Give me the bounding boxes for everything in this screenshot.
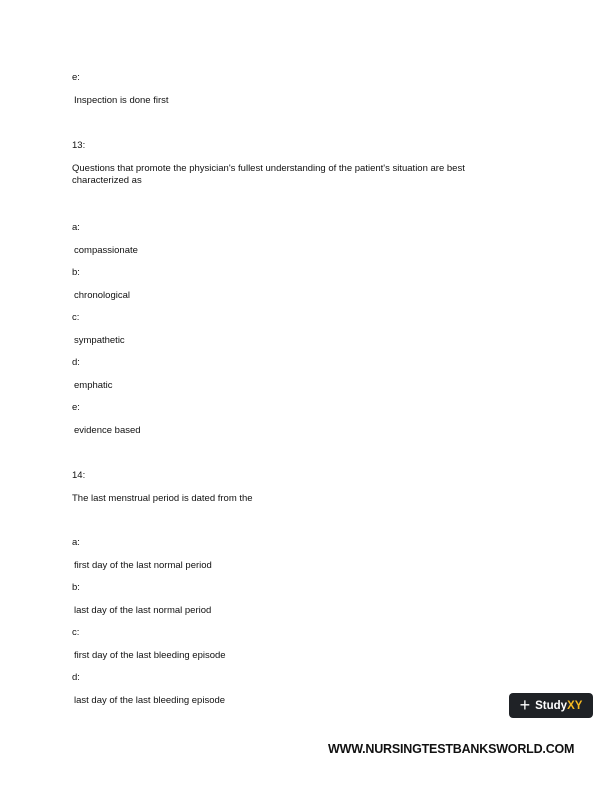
studyxy-badge[interactable] <box>509 693 593 718</box>
option-letter: e: <box>72 72 80 83</box>
option-text: chronological <box>74 290 130 301</box>
option-text: emphatic <box>74 380 113 391</box>
option-text: compassionate <box>74 245 138 256</box>
option-text: Inspection is done first <box>74 95 169 106</box>
option-text: first day of the last bleeding episode <box>74 650 226 661</box>
option-letter: b: <box>72 582 80 593</box>
plus-icon: + <box>519 694 531 715</box>
option-letter: a: <box>72 537 80 548</box>
option-text: last day of the last bleeding episode <box>74 695 226 706</box>
option-letter: d: <box>72 357 80 368</box>
option-text: evidence based <box>74 425 141 436</box>
footer-website: WWW.NURSINGTESTBANKSWORLD.COM <box>328 742 575 756</box>
option-text: first day of the last normal period <box>74 560 212 571</box>
brand-name: StudyXY <box>535 699 583 712</box>
option-letter: e: <box>72 402 80 413</box>
option-letter: b: <box>72 267 80 278</box>
question-prompt: Questions that promote the physician's fullest understanding of the patient's situation are best characterized as <box>72 163 465 186</box>
question-prompt: The last menstrual period is dated from the <box>72 493 253 504</box>
question-number: 13: <box>72 140 86 151</box>
option-letter: c: <box>72 627 80 638</box>
option-letter: a: <box>72 222 80 233</box>
option-letter: c: <box>72 312 80 323</box>
option-letter: d: <box>72 672 80 683</box>
option-text: last day of the last normal period <box>74 605 212 616</box>
question-number: 14: <box>72 470 86 481</box>
option-text: sympathetic <box>74 335 125 346</box>
